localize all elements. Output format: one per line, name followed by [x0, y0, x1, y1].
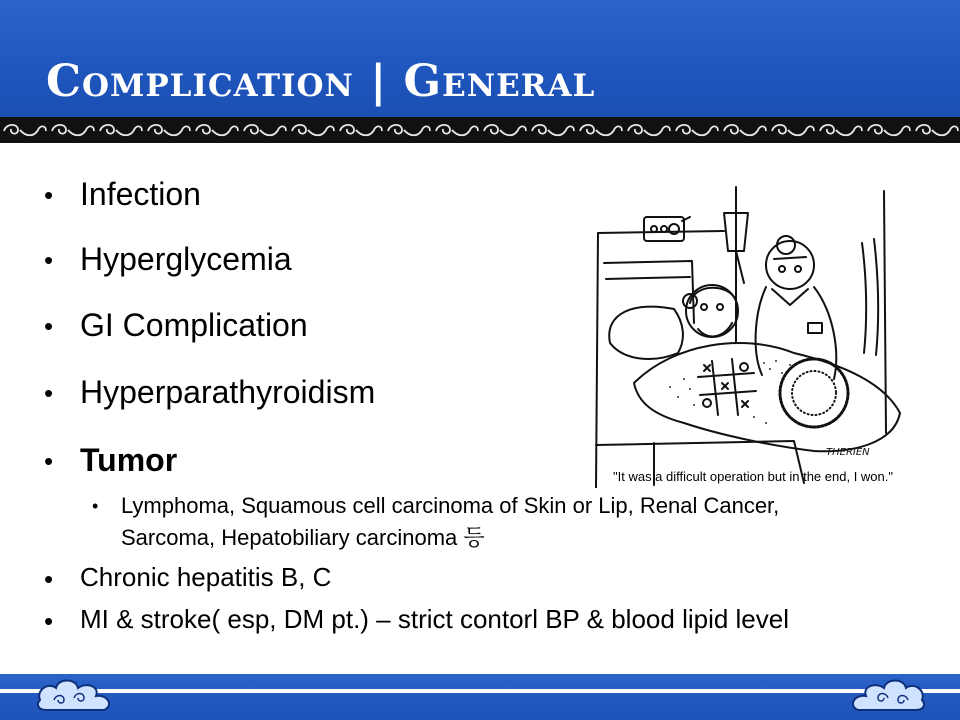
sub-bullet-line-1: Lymphoma, Squamous cell carcinoma of Skin or Lip, Renal Cancer, — [121, 493, 780, 518]
bullet-dot-icon: • — [44, 446, 54, 476]
bullet-dot-icon: • — [44, 564, 54, 594]
cartoon-signature: THERIEN — [826, 447, 870, 458]
bullet-text: Hyperparathyroidism — [80, 374, 376, 410]
cloud-ornament-left-icon — [34, 676, 120, 716]
sub-bullet-dot-icon: • — [92, 496, 99, 516]
footer-rule — [0, 689, 960, 693]
bullet-text: Tumor — [80, 442, 178, 478]
bullet-dot-icon: • — [44, 606, 54, 636]
bullet-dot-icon: • — [44, 245, 54, 275]
bullet-dot-icon: • — [44, 378, 54, 408]
cartoon-caption: "It was a difficult operation but in the end, I won." — [613, 469, 893, 484]
bullet-text: Infection — [80, 176, 201, 212]
bullet-text: GI Complication — [80, 307, 308, 343]
bullet-text: Hyperglycemia — [80, 241, 292, 277]
cloud-ornament-right-icon — [842, 676, 928, 716]
bullet-text: Chronic hepatitis B, C — [80, 562, 332, 592]
slide-title: Complication | General — [46, 56, 596, 107]
bullet-text: MI & stroke( esp, DM pt.) – strict contorl BP & blood lipid level — [80, 604, 790, 634]
sub-bullet-line-2: Sarcoma, Hepatobiliary carcinoma 등 — [121, 525, 485, 550]
footer-banner — [0, 674, 960, 720]
surgeon-patient-cartoon — [594, 183, 906, 488]
bullet-dot-icon: • — [44, 180, 54, 210]
bullet-dot-icon: • — [44, 311, 54, 341]
